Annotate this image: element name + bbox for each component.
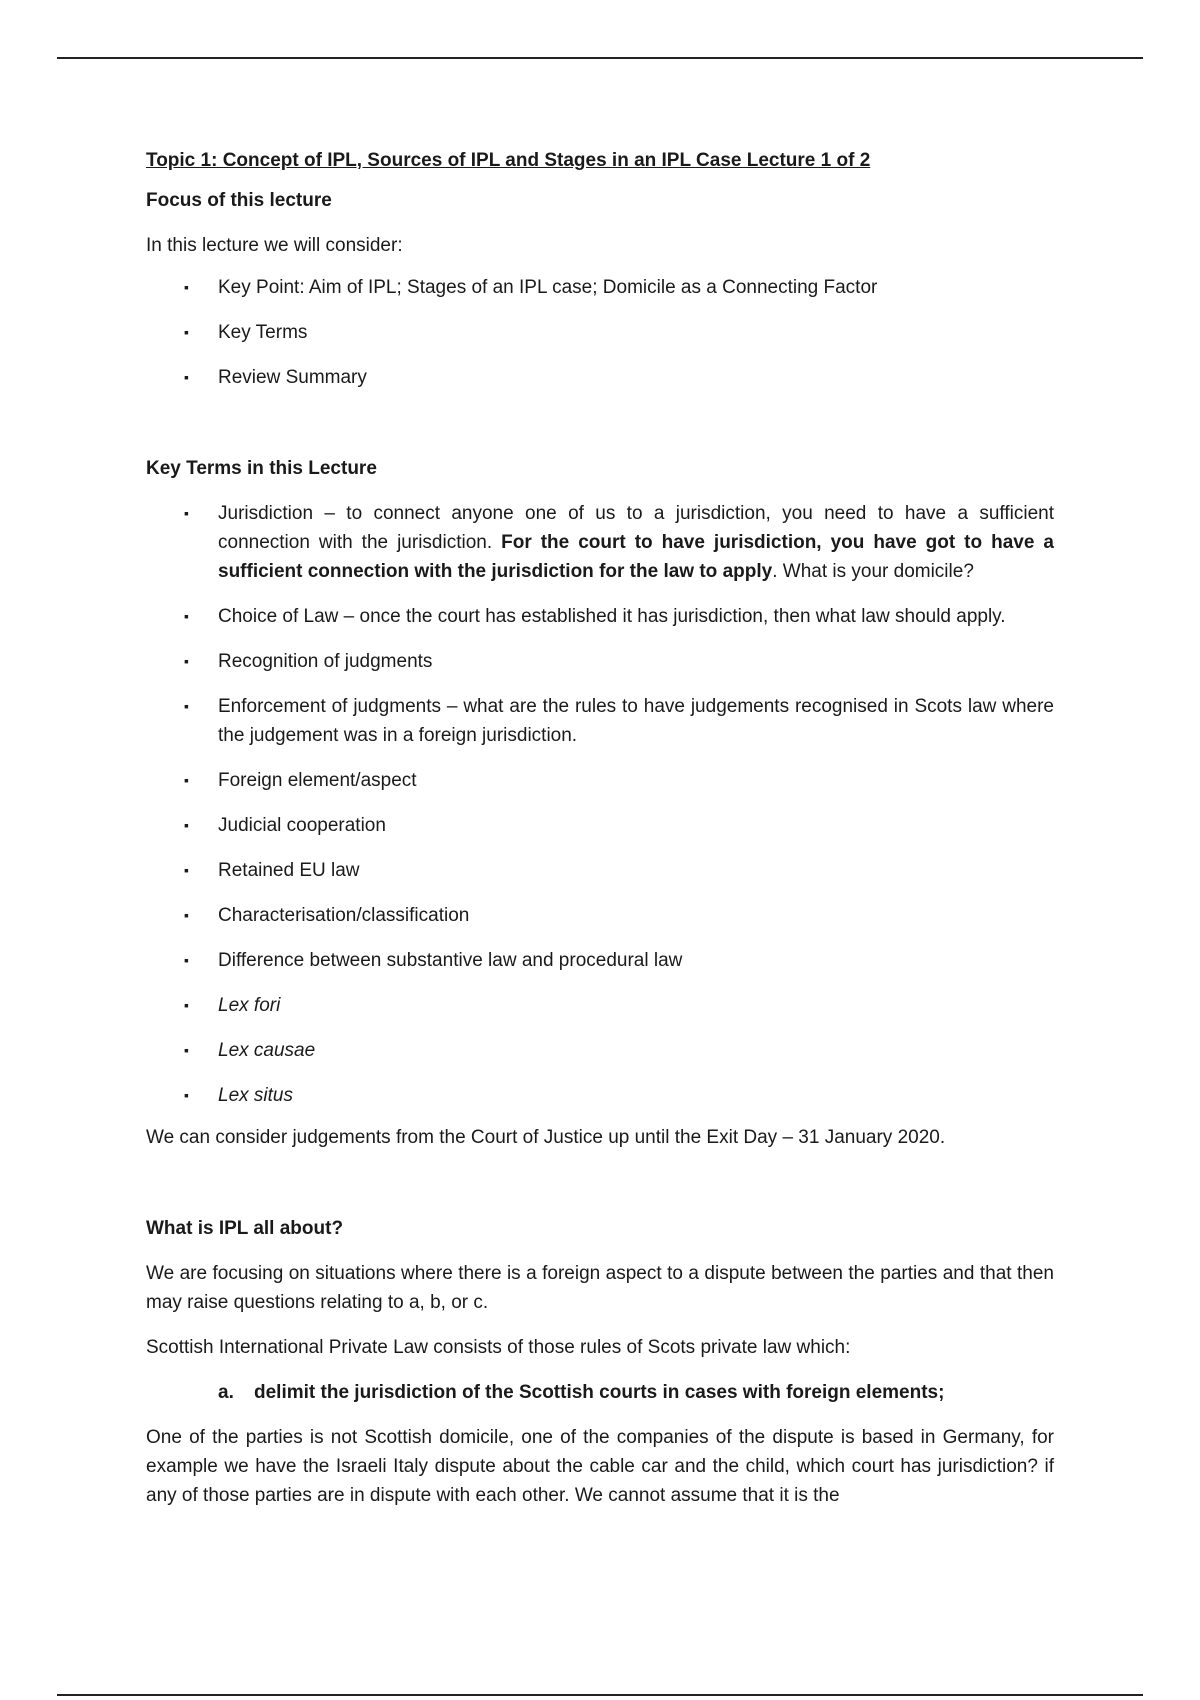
bullet-icon: ▪ [184, 653, 189, 669]
bullet-icon: ▪ [184, 505, 189, 521]
bullet-icon: ▪ [184, 1042, 189, 1058]
subpoint-marker: a. [218, 1382, 234, 1403]
ipl-paragraph-3: One of the parties is not Scottish domicile, one of the companies of the dispute is based in Germany, for example we have the Israeli Italy dispute about the cable car and the child, which court has jurisdiction? if any of those parties are in dispute with each other. We cannot assume that it is the [146, 1427, 1054, 1506]
bullet-icon: ▪ [184, 608, 189, 624]
list-item: ▪ Lex situs [146, 1081, 1054, 1110]
bullet-icon: ▪ [184, 369, 189, 385]
list-item: ▪ Jurisdiction – to connect anyone one of us to a jurisdiction, you need to have a sufficient connection with the jurisdiction. For the court to have jurisdiction, you have got to have a sufficient connection with the jurisdiction for the law to apply. What is your domicile? [146, 499, 1054, 586]
key-terms-heading: Key Terms in this Lecture [146, 458, 377, 479]
focus-heading: Focus of this lecture [146, 190, 332, 211]
list-item: ▪ Lex causae [146, 1036, 1054, 1065]
ipl-heading: What is IPL all about? [146, 1218, 344, 1239]
list-item: ▪ Key Point: Aim of IPL; Stages of an IPL case; Domicile as a Connecting Factor [146, 273, 1054, 302]
list-item: ▪ Recognition of judgments [146, 647, 1054, 676]
bullet-icon: ▪ [184, 907, 189, 923]
list-item: ▪ Lex fori [146, 991, 1054, 1020]
list-item: ▪ Choice of Law – once the court has established it has jurisdiction, then what law should apply. [146, 602, 1054, 631]
ipl-paragraph-1: We are focusing on situations where there is a foreign aspect to a dispute between the parties and that then may raise questions relating to a, b, or c. [146, 1263, 1054, 1313]
document-body [146, 146, 1054, 1510]
bullet-icon: ▪ [184, 698, 189, 714]
ipl-subpoint-a: a. delimit the jurisdiction of the Scottish courts in cases with foreign elements; [146, 1378, 1054, 1407]
key-terms-list [146, 499, 1054, 1110]
list-item: ▪ Review Summary [146, 363, 1054, 392]
bullet-icon: ▪ [184, 279, 189, 295]
list-item: ▪ Key Terms [146, 318, 1054, 347]
focus-list [146, 273, 1054, 392]
bullet-icon: ▪ [184, 324, 189, 340]
list-item: ▪ Retained EU law [146, 856, 1054, 885]
focus-intro: In this lecture we will consider: [146, 235, 403, 256]
list-item: ▪ Difference between substantive law and procedural law [146, 946, 1054, 975]
document-title: Topic 1: Concept of IPL, Sources of IPL and Stages in an IPL Case Lecture 1 of 2 [146, 150, 871, 171]
bullet-icon: ▪ [184, 952, 189, 968]
bullet-icon: ▪ [184, 1087, 189, 1103]
list-item: ▪ Enforcement of judgments – what are the rules to have judgements recognised in Scots law where the judgement was in a foreign jurisdiction. [146, 692, 1054, 750]
top-rule [57, 57, 1143, 59]
exit-day-note: We can consider judgements from the Court of Justice up until the Exit Day – 31 January 2020. [146, 1127, 946, 1148]
ipl-paragraph-2: Scottish International Private Law consists of those rules of Scots private law which: [146, 1337, 851, 1358]
list-item: ▪ Foreign element/aspect [146, 766, 1054, 795]
bullet-icon: ▪ [184, 862, 189, 878]
bottom-rule [57, 1694, 1143, 1696]
list-item: ▪ Characterisation/classification [146, 901, 1054, 930]
list-item: ▪ Judicial cooperation [146, 811, 1054, 840]
bullet-icon: ▪ [184, 817, 189, 833]
bullet-icon: ▪ [184, 997, 189, 1013]
bullet-icon: ▪ [184, 772, 189, 788]
